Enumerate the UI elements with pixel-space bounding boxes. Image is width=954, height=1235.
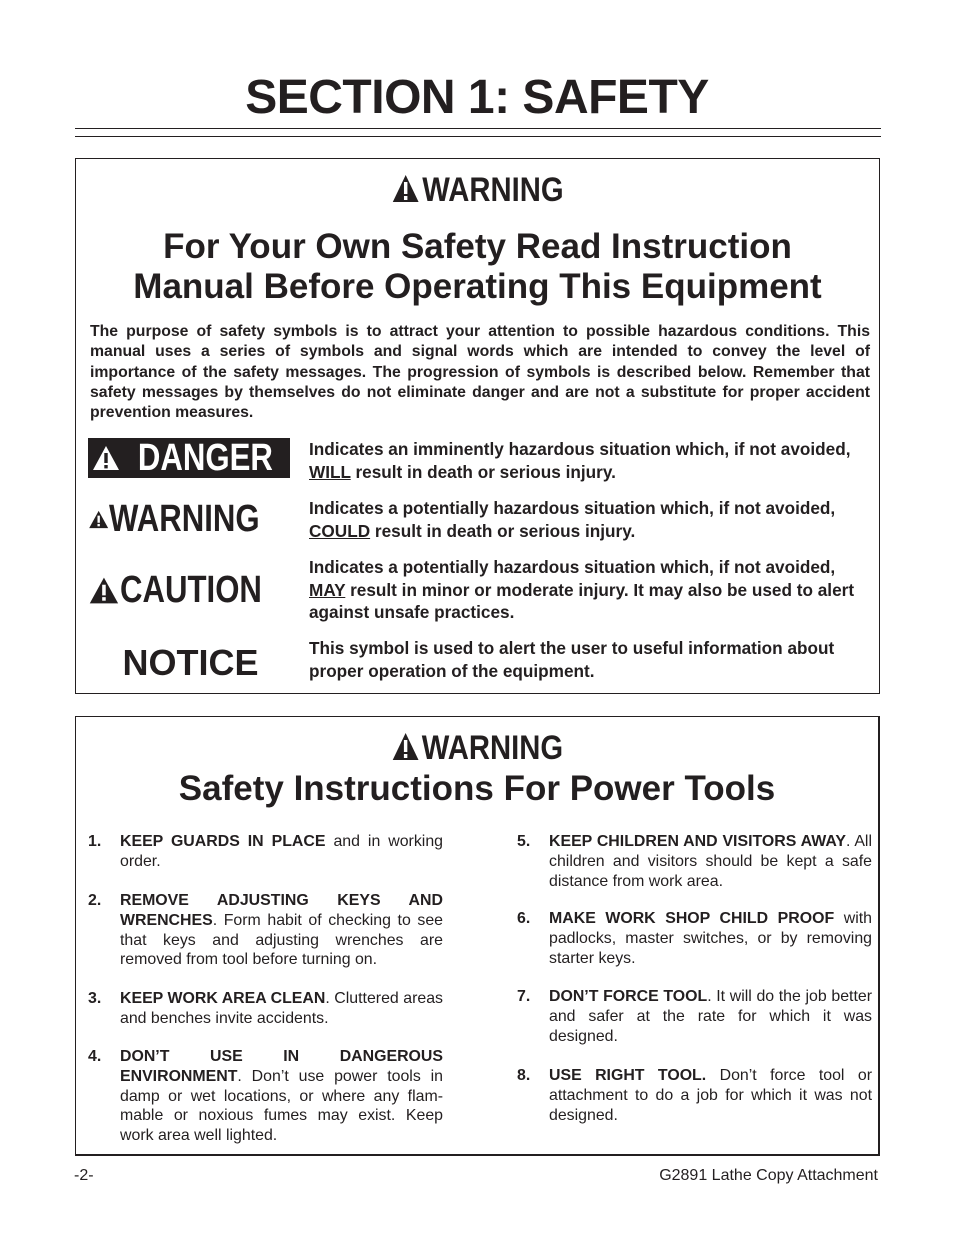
box1-subtitle-line1: For Your Own Safety Read Instruction — [163, 227, 792, 266]
item-text: . Cluttered areas and benches invite accidents. — [120, 990, 443, 1027]
item-body — [120, 1047, 443, 1146]
box1-subtitle-line2: Manual Before Operating This Equipment — [133, 267, 822, 306]
item-text: . Form habit of checking to see that keys and adjusting wrenches are removed from tool before turning on. — [120, 911, 443, 969]
item-number: 2. — [88, 892, 102, 909]
item-body — [120, 832, 443, 872]
caution-label — [88, 570, 293, 610]
item-text: . Don’t use power tools in damp or wet locations, or where any flam-mable or noxious fumes may exist. Keep work area well lighted. — [120, 1067, 443, 1145]
item-heading: USE RIGHT TOOL. — [549, 1067, 707, 1084]
item-number: 6. — [517, 910, 531, 927]
danger-label — [88, 438, 293, 478]
warning-heading-2 — [132, 731, 822, 765]
safety-symbols-box — [75, 158, 880, 694]
box2-subtitle: Safety Instructions For Power Tools — [178, 769, 776, 808]
caution-desc-text: Indicates a potentially hazardous situation which, if not avoided, — [309, 557, 836, 577]
item-heading: REMOVE ADJUSTING KEYS AND WRENCHES — [120, 892, 443, 929]
danger-description — [309, 438, 874, 483]
item-number: 7. — [517, 988, 531, 1005]
warning-triangle-icon — [91, 444, 121, 472]
item-number: 3. — [88, 990, 102, 1007]
item-text: with padlocks, master switches, or by removing starter keys. — [549, 910, 872, 967]
warning-heading-2-label: WARNING — [421, 729, 564, 767]
warning-desc-key: COULD — [309, 520, 371, 541]
caution-description — [309, 556, 874, 624]
warning-label-text: WARNING — [109, 497, 260, 540]
item-body — [549, 1066, 872, 1125]
warning-triangle-icon — [88, 574, 120, 607]
warning-desc-tail: result in death or serious injury. — [370, 520, 636, 541]
danger-desc-tail: result in death or serious injury. — [350, 461, 616, 482]
caution-desc-tail: result in minor or moderate injury. It may also be used to alert against unsafe practices. — [309, 579, 855, 622]
item-heading: DON’T FORCE TOOL — [549, 988, 708, 1005]
title-rule-top — [75, 128, 881, 129]
notice-description — [309, 637, 874, 682]
warning-description — [309, 497, 874, 542]
item-heading: KEEP WORK AREA CLEAN — [120, 990, 326, 1007]
warning-desc-text: Indicates a potentially hazardous situation which, if not avoided, — [309, 498, 836, 518]
notice-desc-text: This symbol is used to alert the user to useful information about proper operation of the equipment. — [309, 638, 835, 681]
item-number: 1. — [88, 833, 102, 850]
danger-badge — [88, 438, 290, 478]
item-body — [120, 989, 443, 1029]
notice-label-text: NOTICE — [122, 642, 259, 683]
warning-heading-label: WARNING — [422, 171, 564, 209]
page-number: -2- — [74, 1167, 94, 1184]
warning-label — [88, 499, 293, 539]
warning-triangle-icon — [391, 731, 420, 762]
item-heading: MAKE WORK SHOP CHILD PROOF — [549, 910, 835, 927]
item-text: . It will do the job better and safer at the rate for which it was designed. — [549, 988, 872, 1045]
item-heading: KEEP CHILDREN AND VISITORS AWAY — [549, 833, 846, 850]
item-number: 5. — [517, 833, 531, 850]
title-rule-bottom — [75, 136, 881, 137]
item-body — [120, 891, 443, 970]
item-text: and in working order. — [120, 833, 443, 870]
danger-desc-text: Indicates an imminently hazardous situation which, if not avoided, — [309, 439, 851, 459]
warning-triangle-icon — [88, 503, 109, 536]
danger-label-text: DANGER — [137, 436, 273, 479]
item-body — [549, 909, 872, 968]
item-body — [549, 987, 872, 1046]
item-text: Don’t force tool or attachment to do a job for which it was not designed. — [549, 1067, 872, 1124]
item-number: 8. — [517, 1067, 531, 1084]
caution-label-text: CAUTION — [119, 568, 262, 611]
section-title: SECTION 1: SAFETY — [245, 71, 709, 124]
item-heading: DON’T USE IN DANGEROUS ENVIRONMENT — [120, 1048, 443, 1085]
item-text: . All children and visitors should be kept a safe distance from work area. — [549, 833, 872, 890]
item-heading: KEEP GUARDS IN PLACE — [120, 833, 326, 850]
item-number: 4. — [88, 1048, 102, 1065]
warning-triangle-icon — [391, 173, 420, 204]
intro-paragraph: The purpose of safety symbols is to attract your attention to possible hazardous conditions. This manual uses a series of symbols and signal words which are intended to convey the level of importance of the safety messages. The progression of symbols is described below. Remember that safety messages by themselves do not eliminate danger and are not a substitute for proper accident prevention measures. — [90, 323, 870, 422]
item-body — [549, 832, 872, 891]
notice-label — [88, 643, 293, 683]
warning-heading — [132, 173, 823, 207]
caution-desc-key: MAY — [309, 579, 346, 600]
danger-desc-key: WILL — [309, 461, 351, 482]
document-title: G2891 Lathe Copy Attachment — [659, 1167, 878, 1184]
